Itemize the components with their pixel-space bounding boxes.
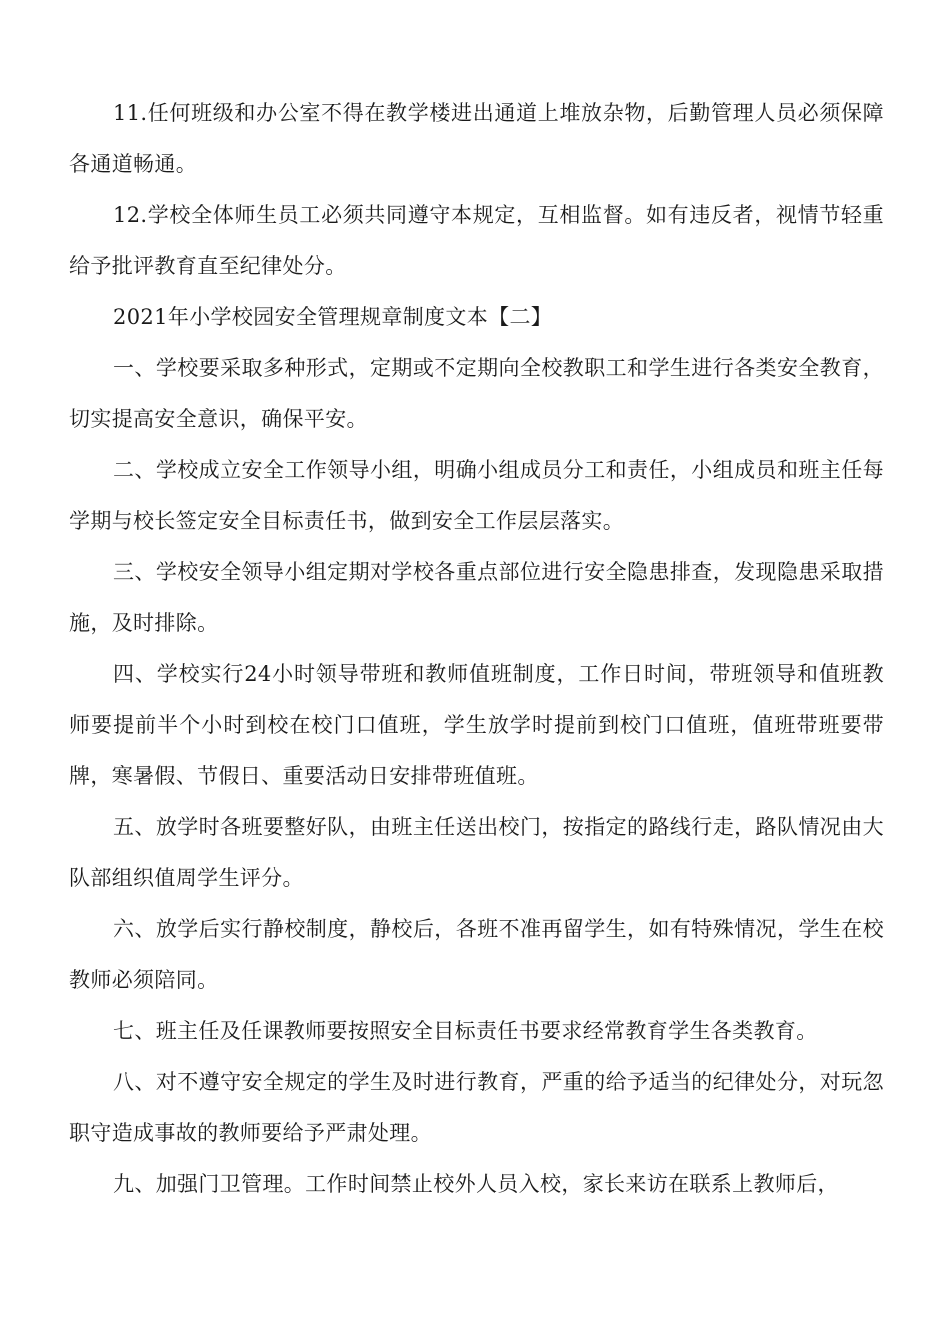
- paragraph-rule-11: 11.任何班级和办公室不得在教学楼进出通道上堆放杂物，后勤管理人员必须保障各通道畅通。: [69, 101, 884, 176]
- paragraph-item-2: 二、学校成立安全工作领导小组，明确小组成员分工和责任，小组成员和班主任每学期与校长签定安全目标责任书，做到安全工作层层落实。: [69, 458, 884, 533]
- paragraph-item-7: 七、班主任及任课教师要按照安全目标责任书要求经常教育学生各类教育。: [113, 1019, 818, 1043]
- section-heading: 2021年小学校园安全管理规章制度文本【二】: [113, 305, 553, 329]
- paragraph-item-5: 五、放学时各班要整好队，由班主任送出校门，按指定的路线行走，路队情况由大队部组织值周学生评分。: [69, 815, 884, 890]
- paragraph-item-9: 九、加强门卫管理。工作时间禁止校外人员入校，家长来访在联系上教师后，: [113, 1172, 839, 1196]
- paragraph-item-3: 三、学校安全领导小组定期对学校各重点部位进行安全隐患排查，发现隐患采取措施，及时排除。: [69, 560, 884, 635]
- paragraph-rule-12: 12.学校全体师生员工必须共同遵守本规定，互相监督。如有违反者，视情节轻重给予批评教育直至纪律处分。: [69, 203, 884, 278]
- paragraph-item-4: 四、学校实行24小时领导带班和教师值班制度，工作日时间，带班领导和值班教师要提前半个小时到校在校门口值班，学生放学时提前到校门口值班，值班带班要带牌，寒暑假、节假日、重要活动日安排带班值班。: [69, 662, 884, 788]
- paragraph-item-6: 六、放学后实行静校制度，静校后，各班不准再留学生，如有特殊情况，学生在校教师必须陪同。: [69, 917, 884, 992]
- paragraph-item-8: 八、对不遵守安全规定的学生及时进行教育，严重的给予适当的纪律处分，对玩忽职守造成事故的教师要给予严肃处理。: [69, 1070, 884, 1145]
- paragraph-item-1: 一、学校要采取多种形式，定期或不定期向全校教职工和学生进行各类安全教育，切实提高安全意识，确保平安。: [69, 356, 884, 431]
